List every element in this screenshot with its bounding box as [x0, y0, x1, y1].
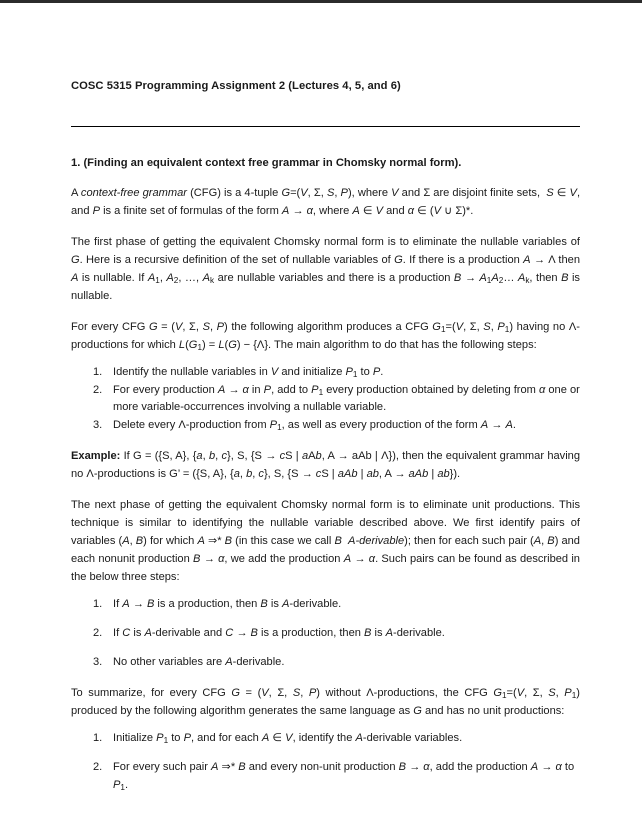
section-1-heading: 1. (Finding an equivalent context free grammar in Chomsky normal form). [71, 157, 462, 170]
list-item: No other variables are A-derivable. [113, 656, 285, 669]
paragraph-first-phase: The first phase of getting the equivalent Chomsky normal form is to eliminate the nullable variables of G. Here is a recursive definition of the set of nullable variables of G. If there is a production A → Λ then A is nullable. If $A_1$, $A_2$, …, $A_k$ are nullable variables and there is a production $B \to A_1A_2\dots$ $A_k$, then B is nullable. [71, 235, 581, 302]
example-label: Example: [71, 450, 121, 463]
list-item: For every such pair A ⇒* B and every non-unit production B → α, add the production A → α to $P_1$. [113, 761, 575, 792]
list-item: For every production A → α in P, add to $P_1$ every production obtained by deleting from α one or more variable-occurrences involving a nullable variable. [113, 383, 580, 414]
header-divider [71, 126, 580, 127]
list-item: Initialize $P_1$ to P, and for each A ∈ V, identify the A-derivable variables. [113, 732, 463, 745]
document-header-title: COSC 5315 Programming Assignment 2 (Lectures 4, 5, and 6) [71, 80, 401, 92]
list-item: Identify the nullable variables in V and initialize $P_1$ to P. [113, 365, 384, 379]
paragraph-summary: To summarize, for every CFG G = (V, Σ, S, P) without Λ-productions, the CFG $G_1=(V$, Σ, S, $P_1$) produced by the following algorithm generates the same language as G and has no unit productions: [71, 687, 580, 718]
paragraph-example: Example: If G = ({S, A}, {a, b, c}, S, {S → cS | aAb, A → aAb | Λ}), then the equivalent grammar having no Λ-productions is G’ = ({S, A}, {a, b, c}, S, {S → cS | aAb | ab, A → aAb | ab}). [71, 450, 581, 481]
list-item: If C is A-derivable and C → B is a production, then B is A-derivable. [113, 627, 445, 640]
list-item: Delete every Λ-production from $P_1$, as well as every production of the form A → A. [113, 419, 516, 433]
list-item: If A → B is a production, then B is A-derivable. [113, 598, 342, 611]
page-content [71, 3, 580, 795]
nullable-algorithm-list [71, 364, 580, 436]
unit-removal-steps-list [71, 730, 580, 795]
paragraph-algorithm-intro: For every CFG G = (V, Σ, S, P) the following algorithm produces a CFG $G_1=(V$, Σ, S, $P_1$) having no Λ-productions for which $L(G_1) = L(G) - \{\Lambda\}$. The main algorithm to do that has the following steps: [71, 320, 580, 352]
paragraph-cfg-definition: A context-free grammar (CFG) is a 4-tuple G=(V, Σ, S, P), where V and Σ are disjoint finite sets, S ∈ V, and P is a finite set of formulas of the form A → α, where A ∈ V and α ∈ (V ∪ Σ)*. [71, 186, 581, 217]
paragraph-next-phase: The next phase of getting the equivalent Chomsky normal form is to eliminate unit productions. This technique is similar to identifying the nullable variable described above. We first identify pairs of variables (A, B) for which A ⇒* B (in this case we call B A-derivable); then for each such pair (A, B) and each nonunit production B → α, we add the production A → α. Such pairs can be found as described in the below three steps: [71, 499, 580, 584]
term-context-free-grammar: context-free grammar [80, 186, 187, 199]
derivable-steps-list [71, 596, 580, 672]
